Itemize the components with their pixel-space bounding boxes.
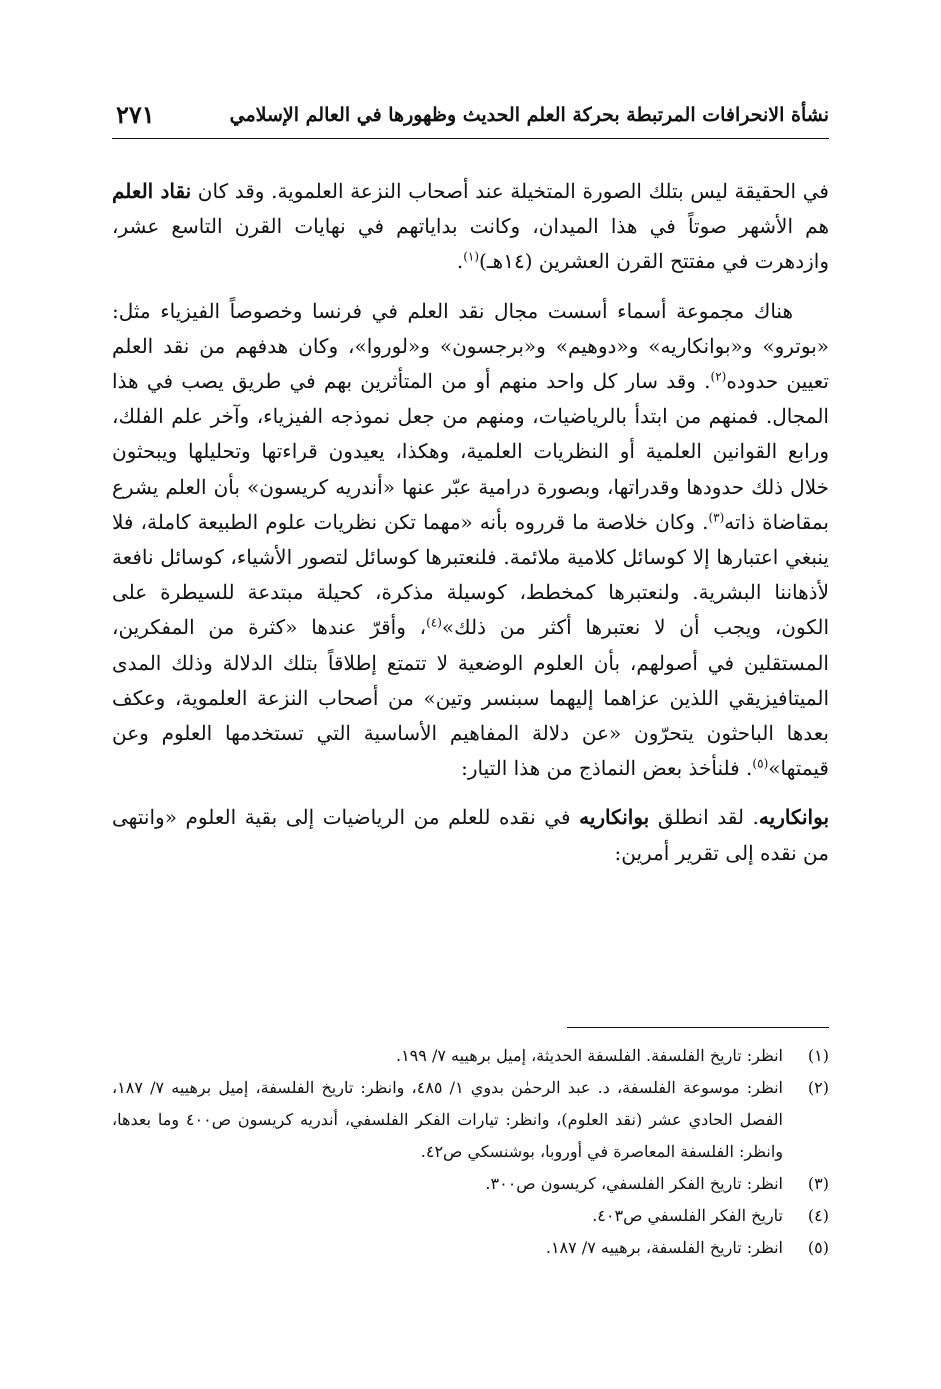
footnote-text: انظر: تاريخ الفلسفة، برهييه ٧/ ١٨٧. [545, 1238, 783, 1257]
footnote-number: (٢) [807, 1078, 829, 1097]
p3-text-1: . لقد انطلق [649, 805, 759, 830]
footnote-5 [112, 1232, 829, 1264]
p3-bold-heading: بوانكاريه [758, 805, 830, 830]
footnote-ref-1[interactable]: (١) [463, 249, 480, 264]
footnote-ref-4[interactable]: (٤) [426, 615, 442, 630]
p2-text-5: . فلنأخذ بعض النماذج من هذا التيار: [461, 756, 753, 781]
footnote-text: انظر: تاريخ الفلسفة. الفلسفة الحديثة، إميل برهييه ٧/ ١٩٩. [395, 1046, 783, 1065]
footnote-4 [112, 1200, 829, 1232]
p3-bold-name: بوانكاريه [579, 805, 650, 830]
footnotes-list [112, 1040, 829, 1264]
p1-text-1: في الحقيقة ليس بتلك الصورة المتخيلة عند أصحاب النزعة العلموية. وقد كان [191, 179, 829, 203]
footnote-number: (٣) [807, 1174, 829, 1193]
paragraph-1 [112, 174, 829, 280]
running-header [112, 98, 829, 139]
paragraph-3 [112, 800, 829, 870]
p1-text-3: . [456, 249, 464, 274]
footnote-text: تاريخ الفكر الفلسفي ص٤٠٣. [592, 1206, 783, 1225]
page-number: ٢٧١ [116, 100, 155, 129]
footnote-number: (٥) [807, 1238, 829, 1257]
footnote-divider [567, 1027, 829, 1028]
footnote-number: (٤) [807, 1206, 829, 1225]
footnote-text: انظر: موسوعة الفلسفة، د. عبد الرحمٰن بدوي ١/ ٤٨٥، وانظر: تاريخ الفلسفة، إميل برهييه ٧/ ١٨٧، الفصل الحادي عشر (نقد العلوم)، وانظر: تيارات الفكر الفلسفي، أندريه كريسون ص٤٠٠ وما بعدها، وانظر: الفلسفة المعاصرة في أوروبا، بوشنسكي ص٤٢. [112, 1078, 783, 1161]
footnote-ref-5[interactable]: (٥) [752, 756, 769, 771]
footnote-number: (١) [807, 1046, 829, 1065]
p3-text-2: في نقده للعلم من الرياضيات إلى بقية العلوم «وانتهى من نقده إلى تقرير أمرين: [112, 805, 829, 865]
footnote-1 [112, 1040, 829, 1072]
footnote-3 [112, 1168, 829, 1200]
p2-text-1: هناك مجموعة أسماء أسست مجال نقد العلم في فرنسا وخصوصاً الفيزياء مثل: «بوترو» و«بوانكاريه» و«دوهيم» و«برجسون» و«لوروا»، وكان هدفهم من نقد العلم تعيين حدوده [112, 298, 829, 394]
footnote-ref-2[interactable]: (٢) [710, 369, 727, 384]
p2-text-4: ، وأقرّ عندها «كثرة من المفكرين، المستقلين في أصولهم، بأن العلوم الوضعية لا تتمتع إطلاقاً بتلك الدلالة وذلك المدى الميتافيزيقي اللذين عزاهما إليهما سبنسر وتين» من أصحاب النزعة العلموية، وعكف بعدها الباحثون يتحرّون «عن دلالة المفاهيم الأساسية التي تستخدمها العلوم وعن قيمتها» [112, 615, 829, 781]
paragraph-2 [112, 294, 829, 787]
main-text [112, 174, 829, 885]
p2-text-2: . وقد سار كل واحد منهم أو من المتأثرين بهم في طريق يصب في هذا المجال. فمنهم من ابتدأ بالرياضيات، ومنهم من جعل نموذجه الفيزياء، وآخر علم الفلك، ورابع القوانين العلمية أو النظريات العلمية، وهكذا، يعيدون قراءتها وتحليلها ويبحثون خلال ذلك حدودها وقدراتها، وبصورة درامية عبّر عنها «أندريه كريسون» بأن العلم يشرع بمقاضاة ذاته [112, 369, 829, 534]
p1-text-2: هم الأشهر صوتاً في هذا الميدان، وكانت بداياتهم في نهايات القرن التاسع عشر، وازدهرت في مفتتح القرن العشرين (١٤هـ) [112, 214, 829, 274]
p2-text-3: . وكان خلاصة ما قرروه بأنه «مهما تكن نظريات علوم الطبيعة كاملة، فلا ينبغي اعتبارها إلا كوسائل كلامية ملائمة. فلنعتبرها كوسائل لتصور الأشياء، كوسائل نافعة لأذهاننا البشرية. ولنعتبرها كمخطط، كوسيلة مذكرة، كحيلة مبتدعة للسيطرة على الكون، ويجب أن لا نعتبرها أكثر من ذلك» [112, 509, 829, 640]
footnote-ref-3[interactable]: (٣) [708, 510, 725, 525]
footnote-text: انظر: تاريخ الفكر الفلسفي، كريسون ص٣٠٠. [485, 1174, 783, 1193]
p1-bold-term: نقاد العلم [112, 179, 192, 203]
header-title: نشأة الانحرافات المرتبطة بحركة العلم الحديث وظهورها في العالم الإسلامي [229, 104, 829, 126]
footnote-2 [112, 1072, 829, 1168]
